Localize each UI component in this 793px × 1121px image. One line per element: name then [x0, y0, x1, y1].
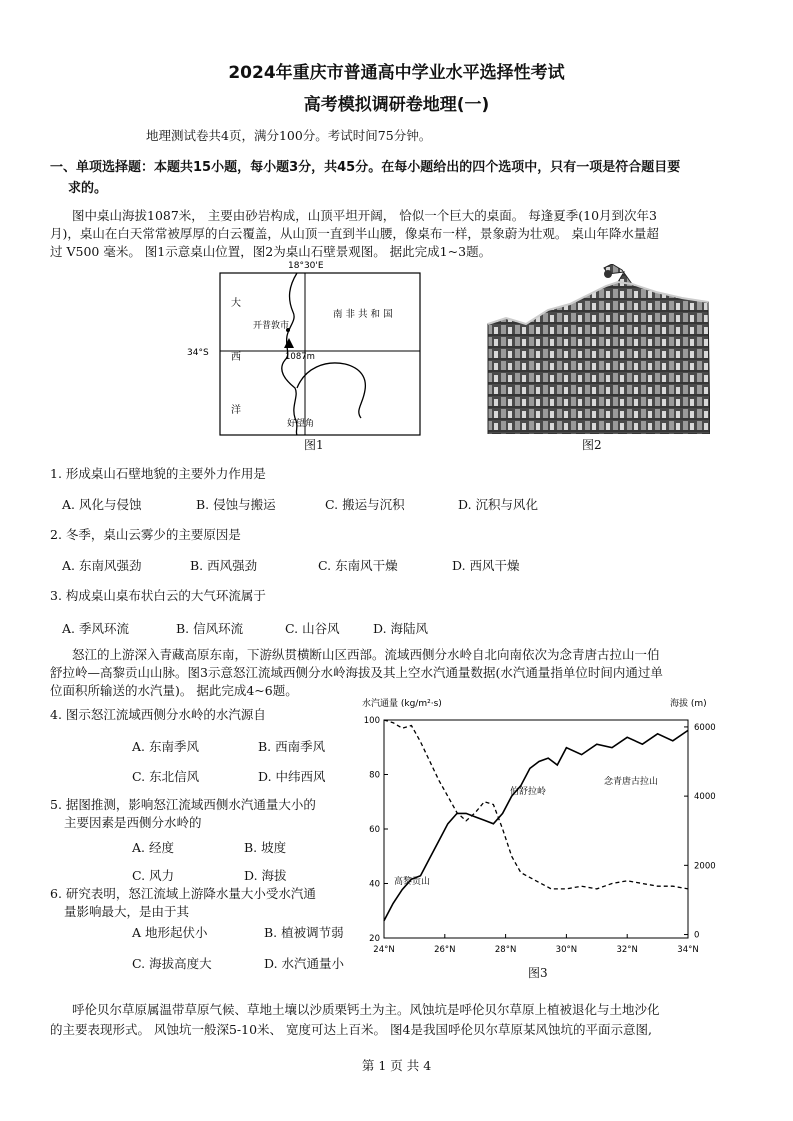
q4-option-b[interactable]: B. 西南季风: [258, 739, 326, 754]
q5-option-b[interactable]: B. 坡度: [244, 840, 287, 855]
figure1-map: [185, 256, 435, 456]
question-3-stem: 3. 构成桌山桌布状白云的大气环流属于: [50, 588, 266, 603]
chart-y-label: 水汽通量 (kg/m²·s): [362, 699, 442, 709]
map-frame: [220, 273, 420, 435]
x-tick-label: 34°N: [677, 945, 699, 955]
figure2-caption: 图2: [582, 438, 602, 452]
passage1-line2: 月)，桌山在白天常常被厚厚的白云覆盖，从山顶一直到半山腰，像桌布一样，景象蔚为壮观。 桌山年降水量超: [50, 226, 659, 241]
x-tick-label: 26°N: [434, 945, 456, 955]
question-2-stem: 2. 冬季，桌山云雾少的主要原因是: [50, 527, 241, 542]
q5-option-c[interactable]: C. 风力: [132, 868, 175, 883]
elevation-label: 1087m: [285, 352, 315, 362]
q6-option-a[interactable]: A 地形起伏小: [132, 925, 208, 940]
passage2-line3: 位面积所输送的水汽量)。 据此完成4~6题。: [50, 683, 298, 698]
exam-info: 地理测试卷共4页，满分100分。考试时间75分钟。: [146, 128, 432, 143]
ocean-char-1: 大: [231, 298, 241, 309]
q4-option-c[interactable]: C. 东北信风: [132, 769, 200, 784]
y-tick-label: 20: [369, 934, 380, 944]
annotation-nyainqentanglha: 念青唐古拉山: [604, 777, 659, 787]
y-tick-label: 60: [369, 825, 380, 835]
question-5-stem-line2: 主要因素是西侧分水岭的: [64, 815, 202, 830]
y-tick-label: 40: [369, 879, 380, 890]
q3-option-b[interactable]: B. 信风环流: [176, 621, 244, 636]
q6-option-c[interactable]: C. 海拔高度大: [132, 956, 212, 971]
q1-option-b[interactable]: B. 侵蚀与搬运: [196, 497, 276, 512]
cable-station-dot: [604, 270, 612, 278]
q6-option-b[interactable]: B. 植被调节弱: [264, 925, 344, 940]
y2-tick-label: 0: [694, 930, 700, 941]
question-1-stem: 1. 形成桌山石壁地貌的主要外力作用是: [50, 466, 266, 481]
q2-option-a[interactable]: A. 东南风强劲: [62, 558, 142, 573]
elevation-line: [384, 730, 688, 920]
q5-option-d[interactable]: D. 海拔: [244, 868, 287, 883]
coastline-bay: [297, 363, 365, 418]
city-label: 开普敦市: [253, 321, 290, 331]
y2-tick-label: 4000: [694, 792, 716, 803]
q1-option-c[interactable]: C. 搬运与沉积: [325, 497, 405, 512]
q3-option-a[interactable]: A. 季风环流: [62, 621, 129, 636]
country-label: 南 非 共 和 国: [333, 309, 393, 320]
exam-title: 2024年重庆市普通高中学业水平选择性考试: [228, 63, 565, 83]
question-6-stem-line2: 量影响最大，是由于其: [64, 904, 190, 919]
passage3-line1: 呼伦贝尔草原属温带草原气候、草地土壤以沙质栗钙土为主。风蚀坑是呼伦贝尔草原上植被退化与土地沙化: [72, 1002, 660, 1017]
page-footer: 第 1 页 共 4: [361, 1058, 432, 1073]
y-tick-label: 80: [369, 770, 380, 781]
annotation-boshula: 伯舒拉岭: [510, 787, 547, 797]
q6-option-d[interactable]: D. 水汽通量小: [264, 956, 345, 971]
ocean-char-3: 洋: [231, 405, 241, 416]
q4-option-a[interactable]: A. 东南季风: [132, 739, 199, 754]
chart-y2-label: 海拔 (m): [670, 699, 707, 709]
figure2-cliff-image: [486, 264, 710, 434]
y-tick-label: 100: [363, 716, 380, 726]
x-tick-label: 32°N: [616, 945, 638, 955]
y2-tick-label: 2000: [694, 861, 716, 872]
q4-option-d[interactable]: D. 中纬西风: [258, 769, 326, 784]
y2-tick-label: 6000: [694, 722, 716, 733]
passage1-line1: 图中桌山海拔1087米， 主要由砂岩构成，山顶平坦开阔， 恰似一个巨大的桌面。 每逢夏季(10月到次年3: [72, 208, 657, 223]
exam-subtitle: 高考模拟调研卷地理(一): [303, 95, 490, 115]
x-tick-label: 30°N: [555, 945, 578, 955]
passage2-line2: 舒拉岭—高黎贡山山脉。图3示意怒江流域西侧分水岭海拔及其上空水汽通量数据(水汽通量指单位时间内通过单: [50, 665, 663, 680]
figure3-chart: [352, 690, 742, 990]
x-tick-label: 24°N: [373, 945, 395, 955]
latitude-label: 34°S: [187, 348, 209, 358]
q2-option-c[interactable]: C. 东南风干燥: [318, 558, 398, 573]
question-6-stem-line1: 6. 研究表明，怒江流域上游降水量大小受水汽通: [50, 886, 316, 901]
longitude-label: 18°30'E: [288, 261, 324, 271]
figure3-caption: 图3: [528, 966, 548, 980]
cape-label: 好望角: [287, 419, 315, 429]
passage2-line1: 怒江的上游深入青藏高原东南，下游纵贯横断山区西部。流域西侧分水岭自北向南依次为念青唐古拉山一伯: [72, 647, 660, 662]
ocean-char-2: 西: [231, 352, 241, 363]
q5-option-a[interactable]: A. 经度: [132, 840, 174, 855]
q3-option-d[interactable]: D. 海陆风: [373, 621, 429, 636]
annotation-gaoligong: 高黎贡山: [394, 877, 431, 887]
q3-option-c[interactable]: C. 山谷风: [285, 621, 340, 636]
x-tick-label: 28°N: [494, 945, 517, 955]
q1-option-d[interactable]: D. 沉积与风化: [458, 497, 539, 512]
question-4-stem: 4. 图示怒江流域西侧分水岭的水汽源自: [50, 707, 266, 722]
section-heading-line1: 一、单项选择题：本题共15小题，每小题3分，共45分。在每小题给出的四个选项中，只有一项是符合题目要: [50, 160, 681, 175]
vapor-flux-line: [384, 720, 688, 889]
passage1-line3: 过 V500 毫米。 图1示意桌山位置，图2为桌山石壁景观图。 据此完成1~3题。: [50, 244, 492, 259]
q2-option-d[interactable]: D. 西风干燥: [452, 558, 520, 573]
figure1-caption: 图1: [304, 438, 324, 452]
question-5-stem-line1: 5. 据图推测，影响怒江流域西侧水汽通量大小的: [50, 797, 316, 812]
section-heading-line2: 求的。: [68, 181, 108, 196]
table-mountain-marker: [284, 338, 294, 348]
chart-frame: [384, 720, 688, 938]
q2-option-b[interactable]: B. 西风强劲: [190, 558, 258, 573]
q1-option-a[interactable]: A. 风化与侵蚀: [62, 497, 142, 512]
passage3-line2: 的主要表现形式。 风蚀坑一般深5-10米、 宽度可达上百米。 图4是我国呼伦贝尔草原某风蚀坑的平面示意图,: [50, 1022, 652, 1037]
